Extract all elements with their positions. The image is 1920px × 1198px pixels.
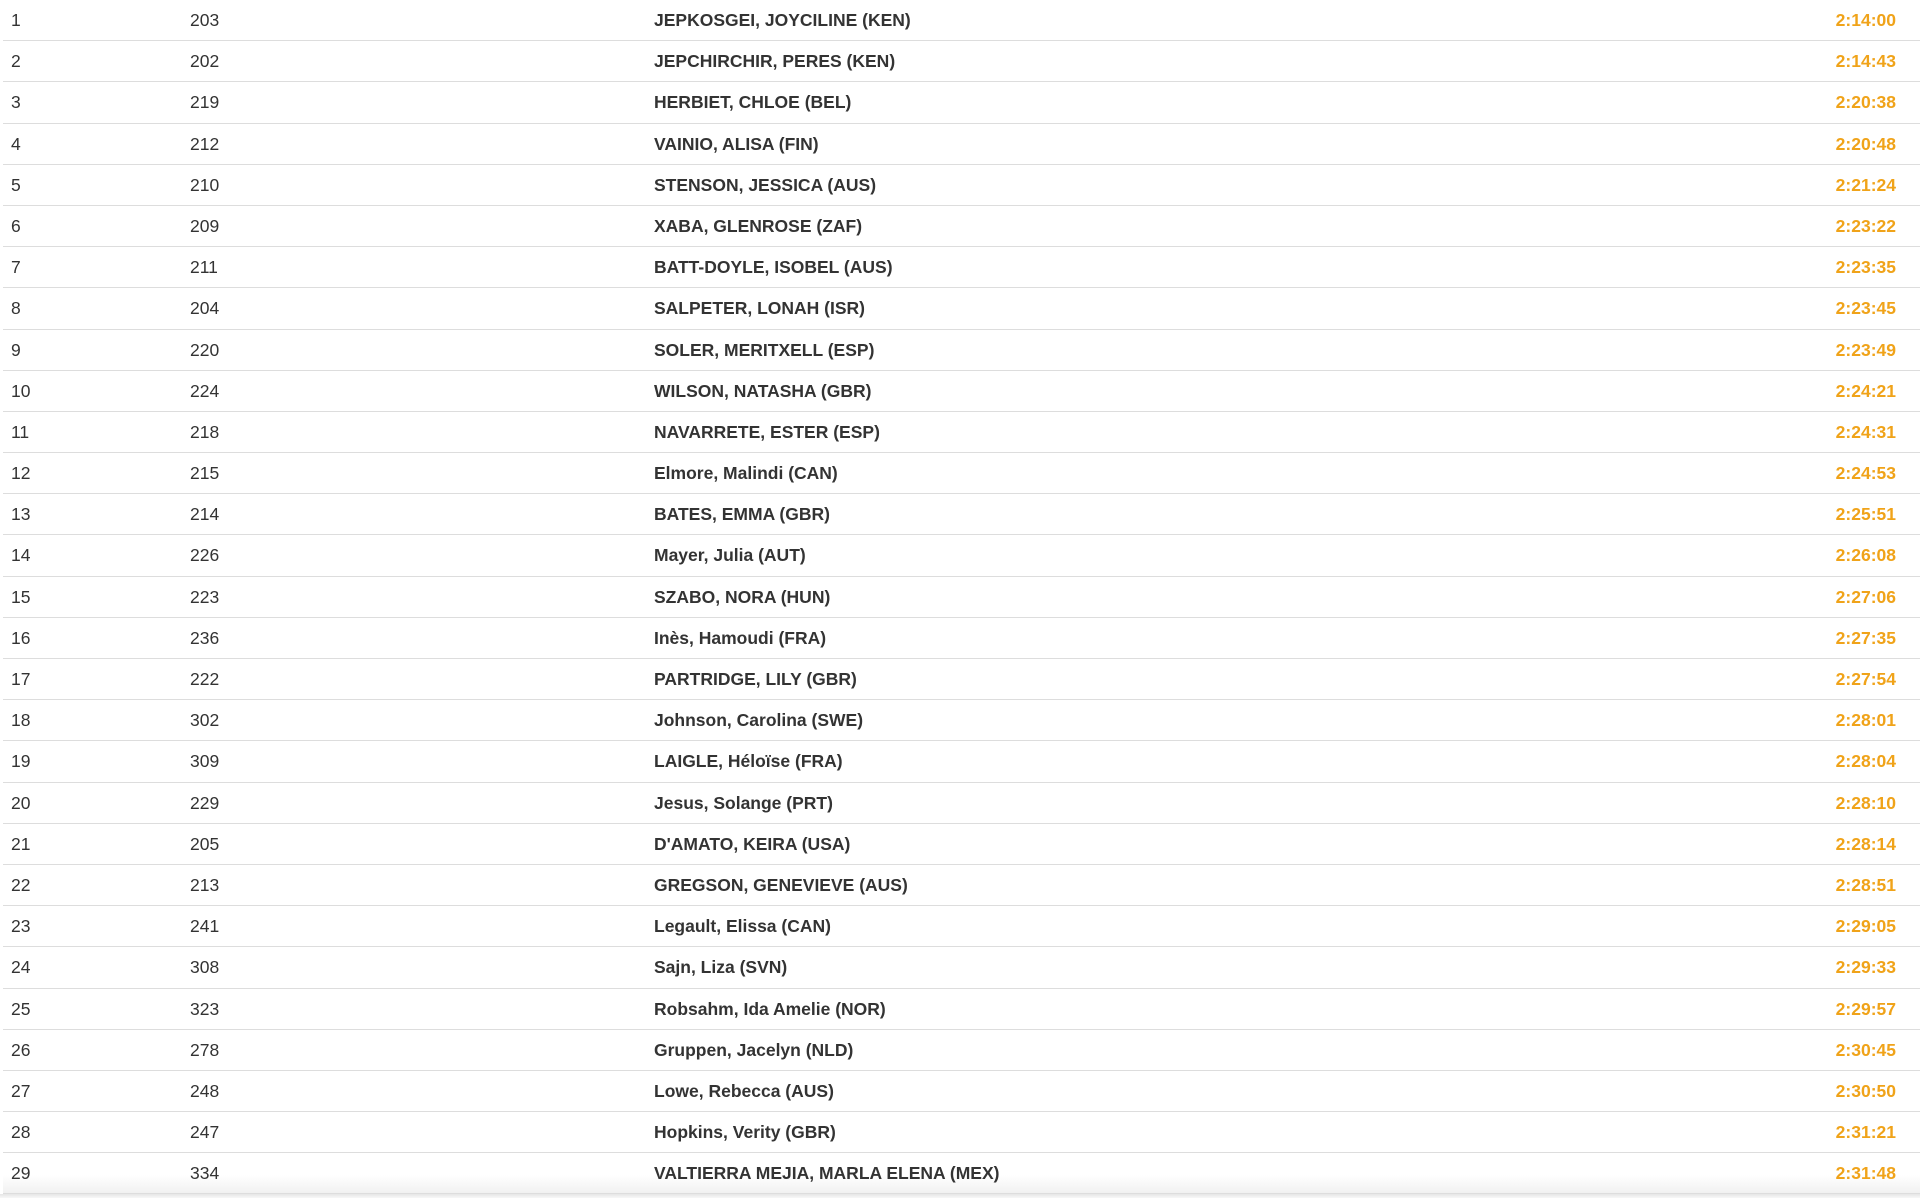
athlete-name-link[interactable]: JEPCHIRCHIR, PERES (KEN) bbox=[654, 51, 896, 72]
finish-time-cell: 2:28:01 bbox=[1835, 710, 1896, 731]
athlete-name-link[interactable]: BATT-DOYLE, ISOBEL (AUS) bbox=[654, 257, 893, 278]
bib-cell: 248 bbox=[190, 1080, 220, 1101]
position-cell: 8 bbox=[11, 298, 21, 319]
bib-cell: 309 bbox=[190, 751, 220, 772]
athlete-name-link[interactable]: SOLER, MERITXELL (ESP) bbox=[654, 339, 875, 360]
finish-time-cell: 2:23:22 bbox=[1835, 215, 1896, 236]
position-cell: 11 bbox=[11, 421, 30, 442]
athlete-name-link[interactable]: GREGSON, GENEVIEVE (AUS) bbox=[654, 874, 908, 895]
table-row[interactable] bbox=[3, 0, 1920, 41]
position-cell: 19 bbox=[11, 751, 31, 772]
finish-time-cell: 2:27:06 bbox=[1835, 586, 1896, 607]
finish-time-cell: 2:24:31 bbox=[1835, 421, 1896, 442]
position-cell: 10 bbox=[11, 380, 31, 401]
bib-cell: 334 bbox=[190, 1163, 220, 1184]
finish-time-cell: 2:26:08 bbox=[1835, 545, 1896, 566]
table-row[interactable] bbox=[3, 947, 1920, 988]
table-row[interactable] bbox=[3, 824, 1920, 865]
finish-time-cell: 2:27:35 bbox=[1835, 627, 1896, 648]
athlete-name-link[interactable]: PARTRIDGE, LILY (GBR) bbox=[654, 669, 857, 689]
table-row[interactable] bbox=[3, 1030, 1920, 1071]
table-row[interactable] bbox=[3, 124, 1920, 165]
table-row[interactable] bbox=[3, 41, 1920, 82]
table-row[interactable] bbox=[3, 535, 1920, 576]
athlete-name-link[interactable]: Sajn, Liza (SVN) bbox=[654, 957, 788, 978]
table-row[interactable] bbox=[3, 82, 1920, 123]
finish-time-cell: 2:30:50 bbox=[1835, 1080, 1896, 1101]
finish-time-cell: 2:29:05 bbox=[1835, 916, 1896, 937]
athlete-name-link[interactable]: Inès, Hamoudi (FRA) bbox=[654, 627, 827, 648]
bib-cell: 209 bbox=[190, 215, 220, 236]
table-row[interactable] bbox=[3, 412, 1920, 453]
table-row[interactable] bbox=[3, 700, 1920, 741]
finish-time-cell: 2:23:49 bbox=[1835, 339, 1896, 360]
table-row[interactable] bbox=[3, 206, 1920, 247]
finish-time-cell: 2:28:10 bbox=[1835, 792, 1896, 813]
position-cell: 13 bbox=[11, 504, 31, 525]
position-cell: 26 bbox=[11, 1039, 31, 1060]
finish-time-cell: 2:31:21 bbox=[1835, 1122, 1896, 1143]
finish-time-cell: 2:30:45 bbox=[1835, 1039, 1896, 1060]
bib-cell: 202 bbox=[190, 51, 220, 72]
table-row[interactable] bbox=[3, 865, 1920, 906]
bib-cell: 222 bbox=[190, 669, 220, 689]
position-cell: 14 bbox=[11, 545, 31, 566]
athlete-name-link[interactable]: JEPKOSGEI, JOYCILINE (KEN) bbox=[654, 10, 911, 30]
table-row[interactable] bbox=[3, 577, 1920, 618]
position-cell: 17 bbox=[11, 669, 31, 689]
athlete-name-link[interactable]: Elmore, Malindi (CAN) bbox=[654, 463, 838, 484]
athlete-name-link[interactable]: Lowe, Rebecca (AUS) bbox=[654, 1080, 834, 1101]
position-cell: 16 bbox=[11, 627, 31, 648]
bib-cell: 203 bbox=[190, 10, 220, 30]
athlete-name-link[interactable]: Gruppen, Jacelyn (NLD) bbox=[654, 1039, 854, 1060]
bib-cell: 224 bbox=[190, 380, 220, 401]
table-row[interactable] bbox=[3, 494, 1920, 535]
finish-time-cell: 2:23:35 bbox=[1835, 257, 1896, 278]
bib-cell: 219 bbox=[190, 92, 220, 113]
finish-time-cell: 2:20:38 bbox=[1835, 92, 1896, 113]
table-row[interactable] bbox=[3, 288, 1920, 329]
athlete-name-link[interactable]: Johnson, Carolina (SWE) bbox=[654, 710, 864, 731]
position-cell: 22 bbox=[11, 874, 31, 895]
finish-time-cell: 2:28:04 bbox=[1835, 751, 1896, 772]
position-cell: 25 bbox=[11, 998, 31, 1019]
position-cell: 28 bbox=[11, 1122, 31, 1143]
athlete-name-link[interactable]: XABA, GLENROSE (ZAF) bbox=[654, 215, 863, 236]
bib-cell: 218 bbox=[190, 421, 220, 442]
finish-time-cell: 2:29:33 bbox=[1835, 957, 1896, 978]
table-row[interactable] bbox=[3, 906, 1920, 947]
bib-cell: 302 bbox=[190, 710, 220, 731]
finish-time-cell: 2:23:45 bbox=[1835, 298, 1896, 319]
athlete-name-link[interactable]: Mayer, Julia (AUT) bbox=[654, 545, 806, 566]
position-cell: 9 bbox=[11, 339, 21, 360]
table-row[interactable] bbox=[3, 247, 1920, 288]
position-cell: 18 bbox=[11, 710, 31, 731]
bib-cell: 220 bbox=[190, 339, 220, 360]
athlete-name-link[interactable]: BATES, EMMA (GBR) bbox=[654, 504, 830, 525]
athlete-name-link[interactable]: HERBIET, CHLOE (BEL) bbox=[654, 92, 852, 113]
table-row[interactable] bbox=[3, 783, 1920, 824]
athlete-name-link[interactable]: Robsahm, Ida Amelie (NOR) bbox=[654, 998, 886, 1019]
position-cell: 21 bbox=[11, 833, 31, 854]
position-cell: 23 bbox=[11, 916, 31, 937]
bib-cell: 212 bbox=[190, 133, 220, 154]
table-row[interactable] bbox=[3, 165, 1920, 206]
table-row[interactable] bbox=[3, 453, 1920, 494]
bib-cell: 223 bbox=[190, 586, 220, 607]
bib-cell: 210 bbox=[190, 174, 220, 195]
bib-cell: 205 bbox=[190, 833, 220, 854]
athlete-name-link[interactable]: VAINIO, ALISA (FIN) bbox=[654, 133, 819, 154]
bib-cell: 236 bbox=[190, 627, 220, 648]
position-cell: 5 bbox=[11, 174, 21, 195]
athlete-name-link[interactable]: SZABO, NORA (HUN) bbox=[654, 586, 831, 607]
finish-time-cell: 2:29:57 bbox=[1835, 998, 1896, 1019]
finish-time-cell: 2:14:43 bbox=[1835, 51, 1896, 72]
athlete-name-link[interactable]: Jesus, Solange (PRT) bbox=[654, 792, 833, 813]
finish-time-cell: 2:21:24 bbox=[1835, 174, 1896, 195]
position-cell: 7 bbox=[11, 257, 21, 278]
bib-cell: 308 bbox=[190, 957, 220, 978]
finish-time-cell: 2:28:14 bbox=[1835, 833, 1896, 854]
bottom-shadow bbox=[0, 1194, 1920, 1198]
finish-time-cell: 2:24:53 bbox=[1835, 463, 1896, 484]
bib-cell: 226 bbox=[190, 545, 220, 566]
finish-time-cell: 2:27:54 bbox=[1835, 669, 1896, 689]
table-row[interactable] bbox=[3, 1153, 1920, 1194]
athlete-name-link[interactable]: VALTIERRA MEJIA, MARLA ELENA (MEX) bbox=[654, 1163, 1000, 1184]
table-row[interactable] bbox=[3, 618, 1920, 659]
finish-time-cell: 2:14:00 bbox=[1835, 10, 1896, 30]
athlete-name-link[interactable]: LAIGLE, Héloïse (FRA) bbox=[654, 751, 843, 772]
bib-cell: 204 bbox=[190, 298, 220, 319]
position-cell: 2 bbox=[11, 51, 21, 72]
bib-cell: 278 bbox=[190, 1039, 220, 1060]
table-row[interactable] bbox=[3, 659, 1920, 700]
bib-cell: 215 bbox=[190, 463, 220, 484]
bib-cell: 241 bbox=[190, 916, 220, 937]
athlete-name-link[interactable]: D'AMATO, KEIRA (USA) bbox=[654, 833, 851, 854]
position-cell: 3 bbox=[11, 92, 21, 113]
position-cell: 20 bbox=[11, 792, 31, 813]
table-row[interactable] bbox=[3, 1112, 1920, 1153]
finish-time-cell: 2:25:51 bbox=[1835, 504, 1896, 525]
finish-time-cell: 2:31:48 bbox=[1835, 1163, 1896, 1184]
position-cell: 24 bbox=[11, 957, 31, 978]
table-row[interactable] bbox=[3, 330, 1920, 371]
position-cell: 4 bbox=[11, 133, 21, 154]
athlete-name-link[interactable]: WILSON, NATASHA (GBR) bbox=[654, 380, 872, 401]
athlete-name-link[interactable]: Legault, Elissa (CAN) bbox=[654, 916, 831, 937]
position-cell: 27 bbox=[11, 1080, 31, 1101]
position-cell: 12 bbox=[11, 463, 31, 484]
bib-cell: 214 bbox=[190, 504, 220, 525]
table-row[interactable] bbox=[3, 989, 1920, 1030]
position-cell: 1 bbox=[11, 10, 21, 30]
finish-time-cell: 2:24:21 bbox=[1835, 380, 1896, 401]
athlete-name-link[interactable]: NAVARRETE, ESTER (ESP) bbox=[654, 421, 880, 442]
finish-time-cell: 2:20:48 bbox=[1835, 133, 1896, 154]
position-cell: 29 bbox=[11, 1163, 31, 1184]
position-cell: 6 bbox=[11, 215, 21, 236]
athlete-name-link[interactable]: STENSON, JESSICA (AUS) bbox=[654, 174, 877, 195]
table-row[interactable] bbox=[3, 371, 1920, 412]
bib-cell: 213 bbox=[190, 874, 220, 895]
athlete-name-link[interactable]: SALPETER, LONAH (ISR) bbox=[654, 298, 865, 319]
bib-cell: 247 bbox=[190, 1122, 220, 1143]
position-cell: 15 bbox=[11, 586, 31, 607]
bib-cell: 211 bbox=[190, 257, 218, 278]
table-row[interactable] bbox=[3, 1071, 1920, 1112]
bib-cell: 323 bbox=[190, 998, 220, 1019]
bib-cell: 229 bbox=[190, 792, 220, 813]
table-row[interactable] bbox=[3, 741, 1920, 782]
finish-time-cell: 2:28:51 bbox=[1835, 874, 1896, 895]
athlete-name-link[interactable]: Hopkins, Verity (GBR) bbox=[654, 1122, 836, 1143]
